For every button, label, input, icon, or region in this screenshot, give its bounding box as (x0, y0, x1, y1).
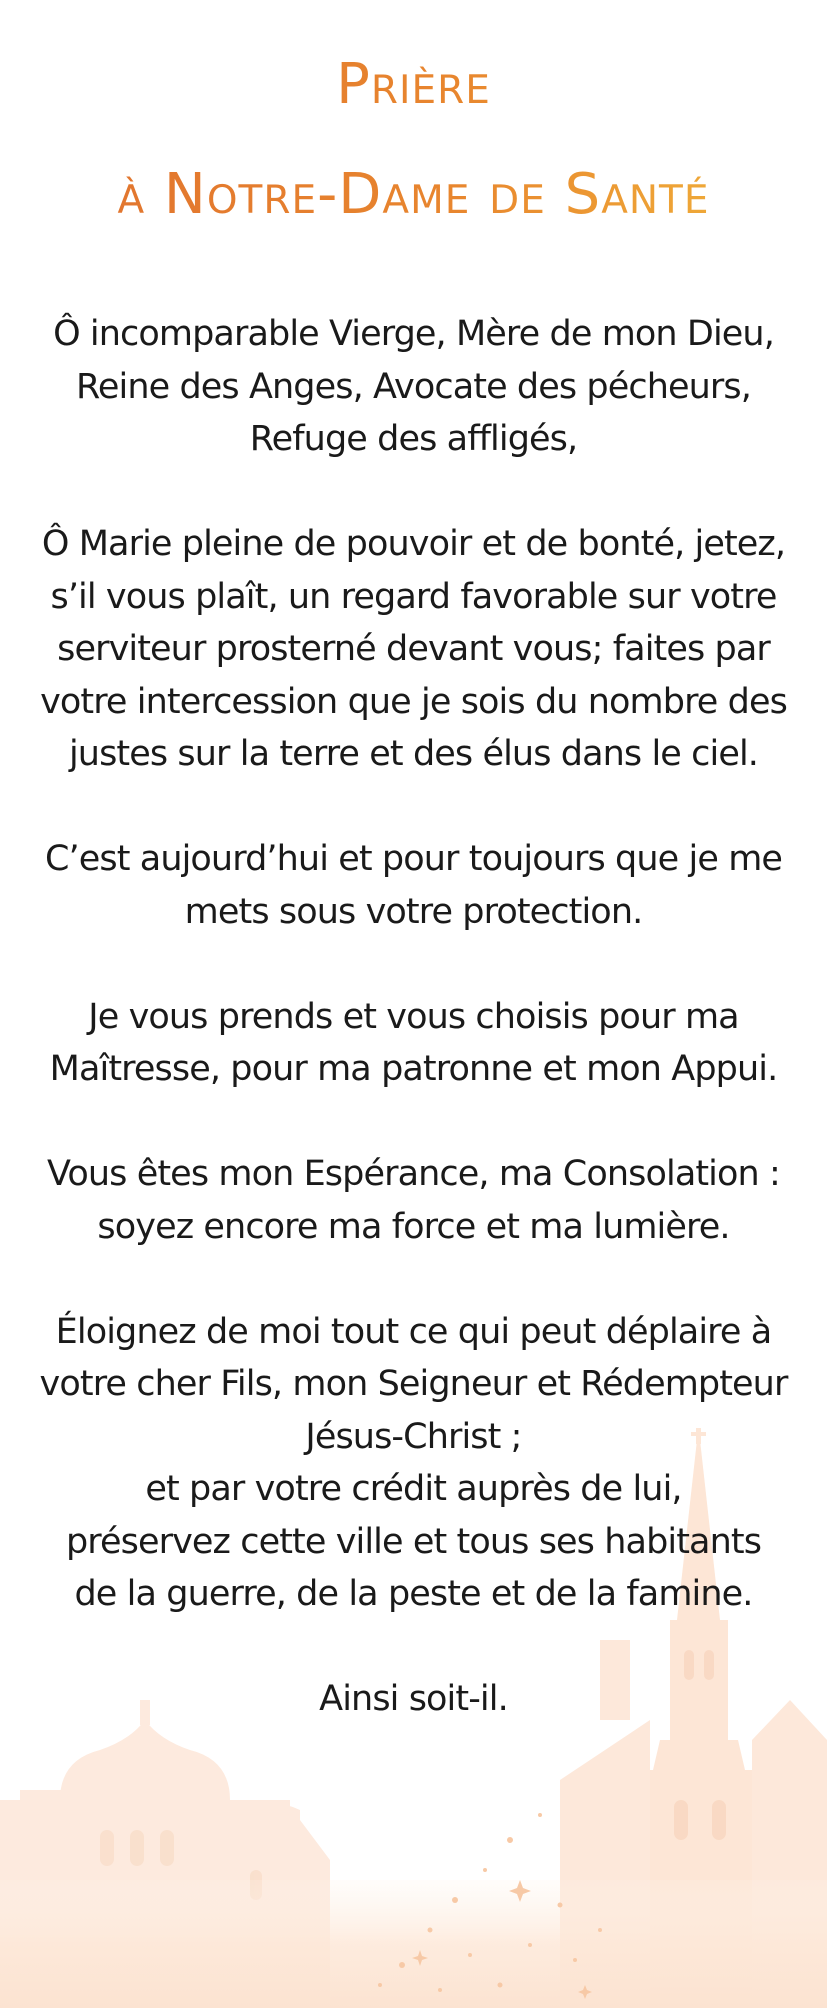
prayer-line: Éloignez de moi tout ce qui peut déplaire à (55, 1311, 772, 1352)
prayer-line: mets sous votre protection. (184, 891, 643, 932)
prayer-line: Refuge des affligés, (249, 419, 578, 459)
prayer-line: votre cher Fils, mon Seigneur et Rédempteur (39, 1364, 788, 1404)
stanza-invocation (0, 308, 827, 466)
stanza-petition (0, 518, 827, 781)
prayer-line-amen: Ainsi soit-il. (319, 1679, 508, 1719)
stanza-deliverance (0, 1306, 827, 1621)
stanza-amen (0, 1673, 827, 1726)
prayer-line: et par votre crédit auprès de lui, (145, 1469, 682, 1509)
prayer-line: Je vous prends et vous choisis pour ma (88, 996, 739, 1037)
prayer-line: Jésus-Christ ; (305, 1416, 522, 1457)
prayer-line: Reine des Anges, Avocate des pécheurs, (76, 366, 751, 407)
prayer-line: C’est aujourd’hui et pour toujours que je me (44, 839, 783, 879)
prayer-line: soyez encore ma force et ma lumière. (97, 1206, 730, 1247)
prayer-line: Ô incomparable Vierge, Mère de mon Dieu, (53, 314, 774, 354)
prayer-line: préservez cette ville et tous ses habitants (65, 1521, 762, 1562)
prayer-line: Maîtresse, pour ma patronne et mon Appui. (49, 1049, 778, 1089)
prayer-title (0, 30, 827, 250)
stanza-hope (0, 1148, 827, 1253)
prayer-line: s’il vous plaît, un regard favorable sur votre (50, 576, 777, 617)
prayer-line: serviteur prosterné devant vous; faites par (57, 629, 770, 669)
prayer-line: votre intercession que je sois du nombre des (40, 681, 787, 722)
prayer-line: Ô Marie pleine de pouvoir et de bonté, jetez, (41, 524, 786, 564)
prayer-line: Vous êtes mon Espérance, ma Consolation : (47, 1154, 780, 1194)
stanza-protection (0, 833, 827, 938)
title-line-2: à Notre-Dame de Santé (0, 140, 827, 250)
prayer-line: de la guerre, de la peste et de la famine. (74, 1574, 753, 1614)
prayer-text (0, 308, 827, 1778)
title-line-1: Prière (0, 30, 827, 140)
prayer-line: justes sur la terre et des élus dans le ciel. (68, 734, 759, 774)
stanza-choice (0, 991, 827, 1096)
